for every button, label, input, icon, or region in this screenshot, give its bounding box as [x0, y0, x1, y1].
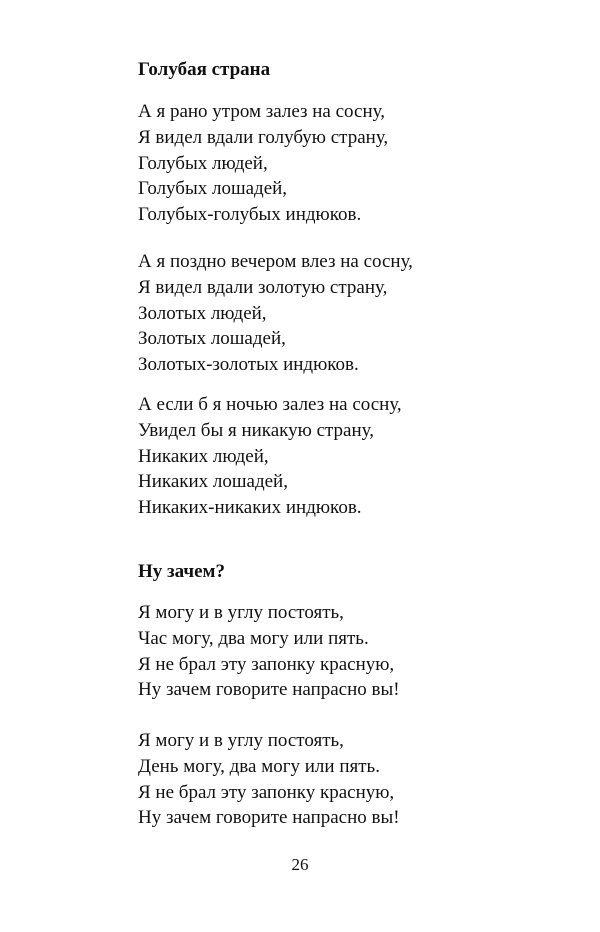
verse-line: Я могу и в углу постоять,: [138, 602, 344, 623]
verse-line: Золотых людей,: [138, 302, 267, 324]
verse-line: Голубых-голубых индюков.: [138, 204, 362, 226]
verse-line: День могу, два могу или пять.: [138, 755, 380, 777]
verse-line: Увидел бы я никакую страну,: [138, 419, 374, 441]
verse-line: Час могу, два могу или пять.: [138, 627, 369, 649]
stanza: [138, 728, 400, 831]
page-number: 26: [291, 855, 309, 874]
verse-line: Я не брал эту запонку красную,: [138, 781, 395, 803]
stanza: [138, 600, 400, 703]
verse-line: А я поздно вечером влез на сосну,: [138, 251, 413, 272]
verse-line: Я не брал эту запонку красную,: [138, 653, 395, 675]
verse-line: Ну зачем говорите напрасно вы!: [138, 679, 400, 701]
verse-line: Я могу и в углу постоять,: [138, 730, 344, 751]
verse-line: Голубых людей,: [138, 152, 268, 174]
verse-line: Никаких лошадей,: [138, 471, 288, 493]
poem-title: Голубая страна: [138, 59, 271, 80]
verse-line: Никаких людей,: [138, 445, 269, 467]
stanza: [138, 249, 413, 378]
verse-line: Никаких-никаких индюков.: [138, 497, 362, 519]
verse-line: А если б я ночью залез на сосну,: [138, 394, 402, 415]
stanza: [138, 99, 388, 228]
verse-line: Ну зачем говорите напрасно вы!: [138, 807, 400, 829]
verse-line: Я видел вдали голубую страну,: [138, 126, 389, 148]
verse-line: Золотых-золотых индюков.: [138, 354, 359, 376]
verse-line: Золотых лошадей,: [138, 328, 286, 350]
stanza: [138, 392, 402, 521]
poem-title: Ну зачем?: [138, 561, 225, 582]
verse-line: Я видел вдали золотую страну,: [138, 276, 388, 298]
verse-line: Голубых лошадей,: [138, 178, 288, 200]
verse-line: А я рано утром залез на сосну,: [138, 101, 385, 122]
